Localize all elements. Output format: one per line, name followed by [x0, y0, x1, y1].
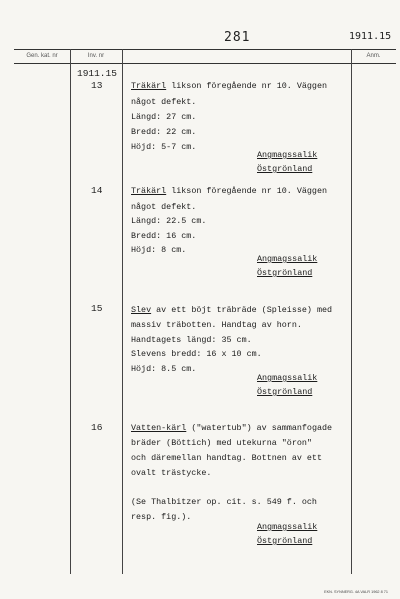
entry-line: Längd: 22.5 cm.	[131, 216, 207, 226]
entry-line: resp. fig.).	[131, 512, 192, 522]
entry-title: Träkärl	[131, 186, 167, 196]
entry-line: något defekt.	[131, 202, 197, 212]
entry-line: massiv träbotten. Handtag av horn.	[131, 320, 302, 330]
provenance-place: Angmagssalik	[257, 150, 318, 160]
entry-title: Vatten-kärl	[131, 423, 187, 433]
entry-first-line	[131, 423, 332, 433]
entry-line: Slevens bredd: 16 x 10 cm.	[131, 349, 262, 359]
entry-number: 13	[91, 80, 103, 91]
entry-number: 15	[91, 303, 103, 314]
entry-first-rest: ("watertub") av sammanfogade	[186, 423, 333, 433]
entry-line: Höjd: 8 cm.	[131, 245, 187, 255]
entry-first-line	[131, 305, 332, 315]
entry-line: Handtagets längd: 35 cm.	[131, 335, 252, 345]
entry-title: Slev	[131, 305, 152, 315]
entry-line: något defekt.	[131, 97, 197, 107]
entry-line: Bredd: 22 cm.	[131, 127, 197, 137]
entry-line: Höjd: 5-7 cm.	[131, 142, 197, 152]
provenance-region: Östgrönland	[257, 164, 313, 174]
header-inv: Inv. nr	[87, 53, 105, 59]
entry-number: 14	[91, 185, 103, 196]
provenance-region: Östgrönland	[257, 268, 313, 278]
entry-first-rest: likson föregående nr 10. Väggen	[166, 81, 328, 91]
provenance-place: Angmagssalik	[257, 522, 318, 532]
entry-line: Bredd: 16 cm.	[131, 231, 197, 241]
header-anm: Anm.	[366, 53, 381, 59]
entry-line: och däremellan handtag. Bottnen av ett	[131, 453, 322, 463]
entry-line: (Se Thalbitzer op. cit. s. 549 f. och	[131, 497, 317, 507]
entry-first-rest: likson föregående nr 10. Väggen	[166, 186, 328, 196]
column-divider	[70, 49, 71, 574]
header-gen-kat: Gen. kat. nr	[26, 53, 58, 59]
provenance-region: Östgrönland	[257, 387, 313, 397]
entry-first-line	[131, 186, 327, 196]
header-bottom-rule	[14, 63, 396, 64]
provenance-place: Angmagssalik	[257, 373, 318, 383]
form-footer: EKN. SYNNERG. 4A VALR 1962 8 71	[324, 590, 388, 594]
column-divider	[122, 49, 123, 574]
entry-first-rest: av ett böjt träbräde (Spleisse) med	[151, 305, 333, 315]
year-label: 1911.15	[77, 68, 117, 79]
date-stamp: 1911.15	[349, 31, 392, 42]
column-divider	[351, 49, 352, 574]
provenance-region: Östgrönland	[257, 536, 313, 546]
entry-line: Längd: 27 cm.	[131, 112, 197, 122]
page-number: 281	[224, 30, 251, 45]
entry-line: ovalt trästycke.	[131, 468, 212, 478]
entry-line: Höjd: 8.5 cm.	[131, 364, 197, 374]
provenance-place: Angmagssalik	[257, 254, 318, 264]
entry-first-line	[131, 81, 327, 91]
entry-number: 16	[91, 422, 103, 433]
entry-title: Träkärl	[131, 81, 167, 91]
entry-line: bräder (Böttich) med utekurna "öron"	[131, 438, 312, 448]
